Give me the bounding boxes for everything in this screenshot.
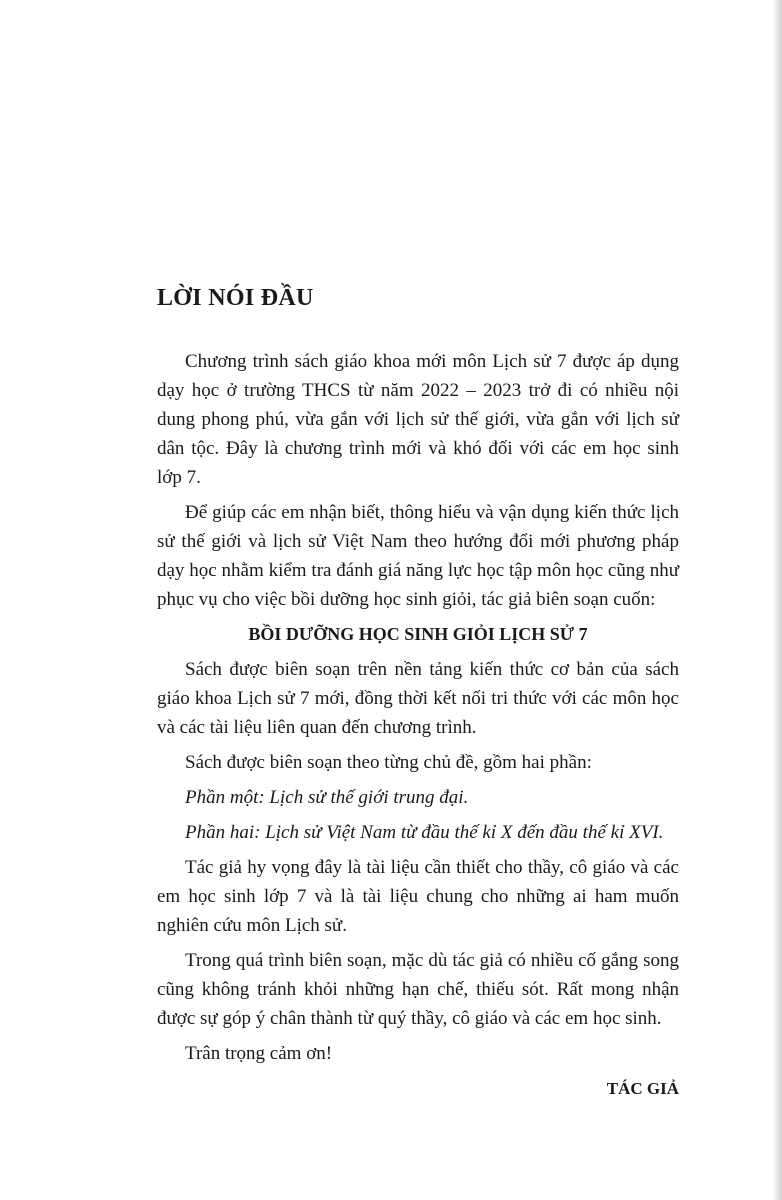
part-two-line: Phần hai: Lịch sử Việt Nam từ đầu thế kỉ X đến đầu thế kỉ XVI.	[185, 822, 664, 843]
paragraph-thanks: Trân trọng cảm ơn!	[185, 1043, 333, 1064]
paragraph-structure-intro: Sách được biên soạn theo từng chủ đề, gồm hai phần:	[185, 752, 592, 773]
paragraph-intro: Chương trình sách giáo khoa mới môn Lịch sử 7 được áp dụng dạy học ở trường THCS từ năm 2022 – 2023 trở đi có nhiều nội dung phong phú, vừa gắn với lịch sử thế giới, vừa gắn với lịch sử dân tộc. Đây là chương trình mới và khó đối với các em học sinh lớp 7.	[157, 351, 679, 488]
paragraph-hope: Tác giả hy vọng đây là tài liệu cần thiết cho thầy, cô giáo và các em học sinh lớp 7 và là tài liệu chung cho những ai ham muốn nghiên cứu môn Lịch sử.	[157, 857, 679, 936]
page-title: LỜI NÓI ĐẦU	[157, 285, 314, 311]
paragraph-purpose: Để giúp các em nhận biết, thông hiểu và vận dụng kiến thức lịch sử thế giới và lịch sử Việt Nam theo hướng đổi mới phương pháp dạy học nhằm kiểm tra đánh giá năng lực học tập môn học cũng như phục vụ cho việc bồi dưỡng học sinh giỏi, tác giả biên soạn cuốn:	[157, 502, 679, 610]
paragraph-foundation: Sách được biên soạn trên nền tảng kiến thức cơ bản của sách giáo khoa Lịch sử 7 mới, đồng thời kết nối tri thức với các môn học và các tài liệu liên quan đến chương trình.	[157, 659, 679, 738]
preface-page	[157, 284, 679, 1103]
author-signature: TÁC GIẢ	[606, 1079, 679, 1098]
part-one-line: Phần một: Lịch sử thế giới trung đại.	[185, 787, 469, 808]
page-edge-shadow	[772, 0, 782, 1200]
book-title: BỒI DƯỠNG HỌC SINH GIỎI LỊCH SỬ 7	[248, 624, 588, 644]
paragraph-apology: Trong quá trình biên soạn, mặc dù tác giả có nhiều cố gắng song cũng không tránh khỏi những hạn chế, thiếu sót. Rất mong nhận được sự góp ý chân thành từ quý thầy, cô giáo và các em học sinh.	[157, 950, 679, 1029]
